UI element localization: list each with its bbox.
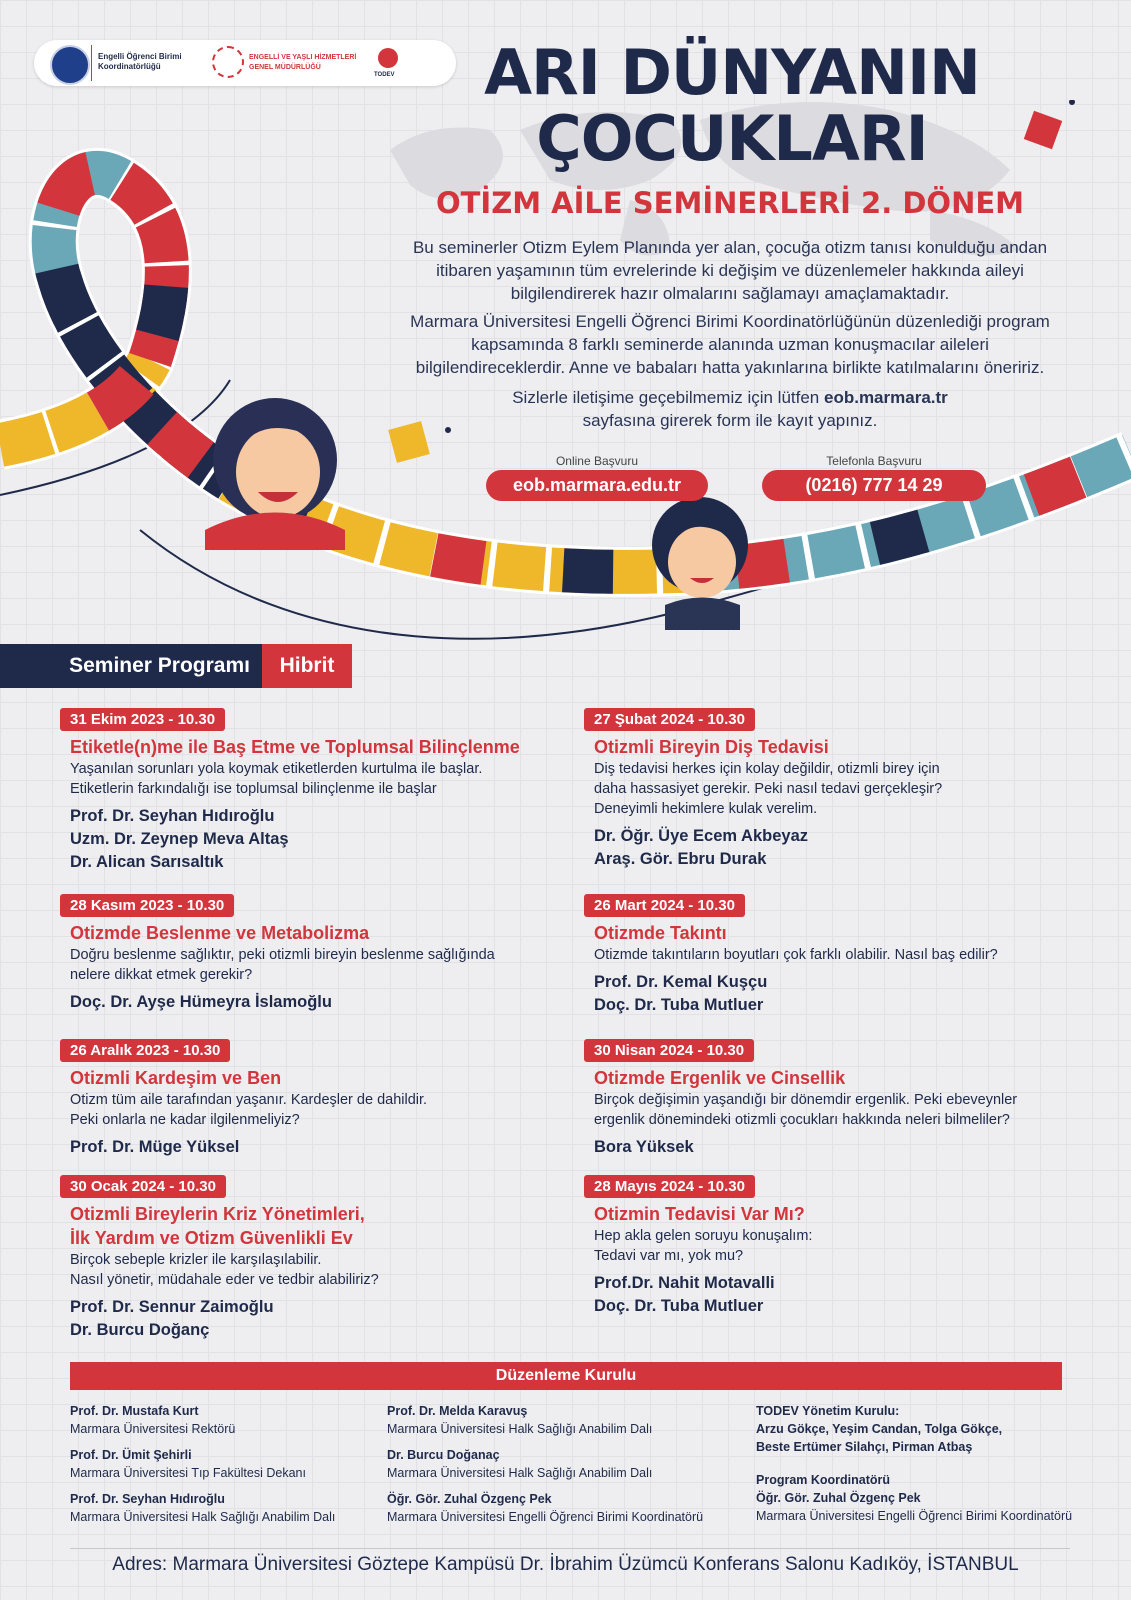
seminar-card (584, 708, 1059, 871)
todev-board-members: Arzu Gökçe, Yeşim Candan, Tolga Gökçe, (756, 1422, 1003, 1436)
seminar-date: 26 Aralık 2023 - 10.30 (60, 1039, 230, 1062)
intro-register-text: Sizlerle iletişime geçebilmemiz için lütfen (512, 388, 820, 407)
seminar-card (584, 894, 1059, 1017)
committee-member-role: Marmara Üniversitesi Halk Sağlığı Anabilim Dalı (387, 1466, 653, 1480)
footer-divider (70, 1548, 1070, 1549)
girl-illustration (205, 398, 345, 550)
seminar-speaker: Doç. Dr. Tuba Mutluer (594, 996, 764, 1014)
seminar-desc: Etiketlerin farkındalığı ise toplumsal bilinçlenme ile başlar (70, 781, 437, 797)
online-apply-label: Online Başvuru (555, 454, 639, 468)
seminar-date: 28 Kasım 2023 - 10.30 (60, 894, 234, 917)
seminar-card (60, 894, 535, 1014)
todev-board-members: Beste Ertümer Silahçı, Pirman Atbaş (756, 1440, 973, 1454)
seminar-desc: Peki onlarla ne kadar ilgilenmeliyiz? (70, 1112, 300, 1128)
seminar-date: 30 Nisan 2024 - 10.30 (584, 1039, 754, 1062)
seminar-speaker: Araş. Gör. Ebru Durak (594, 850, 767, 868)
seminar-desc: nelere dikkat etmek gerekir? (70, 967, 253, 983)
intro-paragraph-1: Bu seminerler Otizm Eylem Planında yer alan, çocuğa otizm tanısı konulduğu andan itibaren yaşamının tüm evrelerinde ki değişim ve düzenlemeler hakkında aileyi bilgilendirerek hazır olmalarını sağlamayı amaçlamaktadır. (412, 238, 1048, 303)
todev-board-title: TODEV Yönetim Kurulu: (756, 1404, 900, 1418)
seminar-title: Otizmde Ergenlik ve Cinsellik (594, 1068, 846, 1088)
committee-member-role: Marmara Üniversitesi Tıp Fakültesi Dekanı (70, 1466, 306, 1480)
seminar-title: Etiketle(n)me ile Baş Etme ve Toplumsal Bilinçlenme (70, 737, 520, 757)
committee-column-1 (70, 1402, 380, 1534)
seminar-desc: daha hassasiyet gerekir. Peki nasıl tedavi gerçekleşir? (594, 781, 943, 797)
seminar-speaker: Doç. Dr. Ayşe Hümeyra İslamoğlu (70, 993, 332, 1011)
program-label (0, 644, 262, 688)
seminar-speaker: Bora Yüksek (594, 1138, 694, 1156)
seminar-speaker: Uzm. Dr. Zeynep Meva Altaş (70, 830, 289, 848)
logo-ministry-text: ENGELLİ VE YAŞLI HİZMETLERİ GENEL MÜDÜRLÜĞÜ (249, 54, 357, 71)
university-logo-icon (50, 45, 90, 85)
page-title-line1: ARI DÜNYANIN (484, 36, 980, 109)
seminar-date: 28 Mayıs 2024 - 10.30 (584, 1175, 755, 1198)
seminar-title: Otizmin Tedavisi Var Mı? (594, 1204, 805, 1224)
seminar-desc: Birçok değişimin yaşandığı bir dönemdir ergenlik. Peki ebeveynler (594, 1092, 1018, 1108)
seminar-desc: Yaşanılan sorunları yola koymak etiketlerden kurtulma ile başlar. (70, 761, 483, 777)
seminar-speaker: Prof. Dr. Sennur Zaimoğlu (70, 1298, 274, 1316)
committee-member-name: Dr. Burcu Doğanaç (387, 1448, 500, 1462)
program-mode-badge: Hibrit (262, 644, 352, 688)
puzzle-ribbon-illustration (0, 100, 1131, 660)
seminar-title-line: Otizmli Bireylerin Kriz Yönetimleri, (70, 1204, 365, 1224)
seminar-speaker: Prof. Dr. Seyhan Hıdıroğlu (70, 807, 275, 825)
committee-member-name: Prof. Dr. Ümit Şehirli (70, 1448, 192, 1462)
intro-register-link[interactable]: eob.marmara.tr (824, 388, 948, 407)
seminar-speaker: Doç. Dr. Tuba Mutluer (594, 1297, 764, 1315)
seminar-desc: Tedavi var mı, yok mu? (594, 1248, 744, 1264)
committee-column-3 (756, 1402, 1126, 1525)
seminar-speaker: Prof.Dr. Nahit Motavalli (594, 1274, 775, 1292)
ministry-logo-icon (212, 46, 244, 78)
committee-member-name: Prof. Dr. Mustafa Kurt (70, 1404, 199, 1418)
committee-member-role: Marmara Üniversitesi Rektörü (70, 1422, 236, 1436)
program-coordinator-name: Öğr. Gör. Zuhal Özgenç Pek (756, 1491, 921, 1505)
committee-title: Düzenleme Kurulu (70, 1362, 1062, 1390)
page-subtitle: OTİZM AİLE SEMİNERLERİ 2. DÖNEM (435, 186, 1025, 220)
seminar-date: 31 Ekim 2023 - 10.30 (60, 708, 225, 731)
seminar-desc: Diş tedavisi herkes için kolay değildir, otizmli birey için (594, 761, 940, 777)
seminar-title: Otizmde Takıntı (594, 923, 727, 943)
sponsor-logos (34, 40, 456, 86)
seminar-desc: Otizmde takıntıların boyutları çok farklı olabilir. Nasıl baş edilir? (594, 947, 998, 963)
logo-eob-text: Engelli Öğrenci Birimi Koordinatörlüğü (98, 52, 182, 71)
program-label-text: Seminer Programı (69, 654, 250, 677)
seminar-card (60, 1039, 535, 1159)
seminar-title: Otizmli Bireyin Diş Tedavisi (594, 737, 829, 757)
seminar-card (60, 1175, 535, 1342)
seminar-title: Otizmde Beslenme ve Metabolizma (70, 923, 370, 943)
todev-logo-icon (378, 48, 398, 68)
page-title-line2: ÇOCUKLARI (536, 102, 928, 175)
committee-member-name: Prof. Dr. Melda Karavuş (387, 1404, 528, 1418)
seminar-speaker: Prof. Dr. Kemal Kuşçu (594, 973, 768, 991)
seminar-title-line: İlk Yardım ve Otizm Güvenlikli Ev (70, 1228, 353, 1248)
committee-member-name: Prof. Dr. Seyhan Hıdıroğlu (70, 1492, 225, 1506)
seminar-title: Otizmli Kardeşim ve Ben (70, 1068, 282, 1088)
program-coordinator-role: Marmara Üniversitesi Engelli Öğrenci Birimi Koordinatörü (756, 1509, 1073, 1523)
program-coordinator-title: Program Koordinatörü (756, 1473, 891, 1487)
seminar-speaker: Dr. Alican Sarısaltık (70, 853, 224, 871)
seminar-card (584, 1175, 1059, 1318)
seminar-speaker: Dr. Öğr. Üye Ecem Akbeyaz (594, 827, 808, 845)
seminar-speaker: Prof. Dr. Müge Yüksel (70, 1138, 240, 1156)
phone-apply-label: Telefonla Başvuru (826, 454, 922, 468)
seminar-desc: Birçok sebeple krizler ile karşılaşılabilir. (70, 1252, 322, 1268)
logo-todev-text: TODEV (374, 72, 395, 78)
seminar-desc: Nasıl yönetir, müdahale eder ve tedbir alabiliriz? (70, 1272, 379, 1288)
intro-register-text-2: sayfasına girerek form ile kayıt yapınız. (582, 411, 878, 430)
intro-paragraph-2: Marmara Üniversitesi Engelli Öğrenci Birimi Koordinatörlüğünün düzenlediği program kapsamında 8 farklı seminerde alanında uzman konuşmacılar aileleri bilgilendireceklerdir. Anne ve babaları hatta yakınlarına birlikte katılmalarını öneririz. (410, 312, 1050, 377)
intro-paragraph-3 (400, 386, 1060, 432)
committee-member-name: Öğr. Gör. Zuhal Özgenç Pek (387, 1492, 552, 1506)
footer-address: Adres: Marmara Üniversitesi Göztepe Kampüsü Dr. İbrahim Üzümcü Konferans Salonu Kadıköy, İSTANBUL (112, 1554, 1019, 1575)
committee-column-2 (387, 1402, 747, 1534)
seminar-desc: Doğru beslenme sağlıktır, peki otizmli bireyin beslenme sağlığında (70, 947, 495, 963)
seminar-speaker: Dr. Burcu Doğanç (70, 1321, 210, 1339)
seminar-desc: Hep akla gelen soruyu konuşalım: (594, 1228, 813, 1244)
seminar-desc: Otizm tüm aile tarafından yaşanır. Kardeşler de dahildir. (70, 1092, 428, 1108)
seminar-title (60, 1202, 535, 1250)
seminar-date: 27 Şubat 2024 - 10.30 (584, 708, 755, 731)
seminar-card (584, 1039, 1059, 1159)
seminar-date: 30 Ocak 2024 - 10.30 (60, 1175, 226, 1198)
seminar-card (60, 708, 535, 874)
committee-member-role: Marmara Üniversitesi Engelli Öğrenci Birimi Koordinatörü (387, 1510, 704, 1524)
committee-member-role: Marmara Üniversitesi Halk Sağlığı Anabilim Dalı (70, 1510, 336, 1524)
phone-apply-number[interactable]: (0216) 777 14 29 (762, 470, 986, 501)
seminar-desc: ergenlik dönemindeki otizmli çocukları hakkında neleri bilmeliler? (594, 1112, 1010, 1128)
committee-member-role: Marmara Üniversitesi Halk Sağlığı Anabilim Dalı (387, 1422, 653, 1436)
boy-illustration (652, 497, 748, 630)
seminar-desc: Deneyimli hekimlere kulak verelim. (594, 801, 818, 817)
online-apply-link[interactable]: eob.marmara.edu.tr (486, 470, 708, 501)
seminar-date: 26 Mart 2024 - 10.30 (584, 894, 745, 917)
